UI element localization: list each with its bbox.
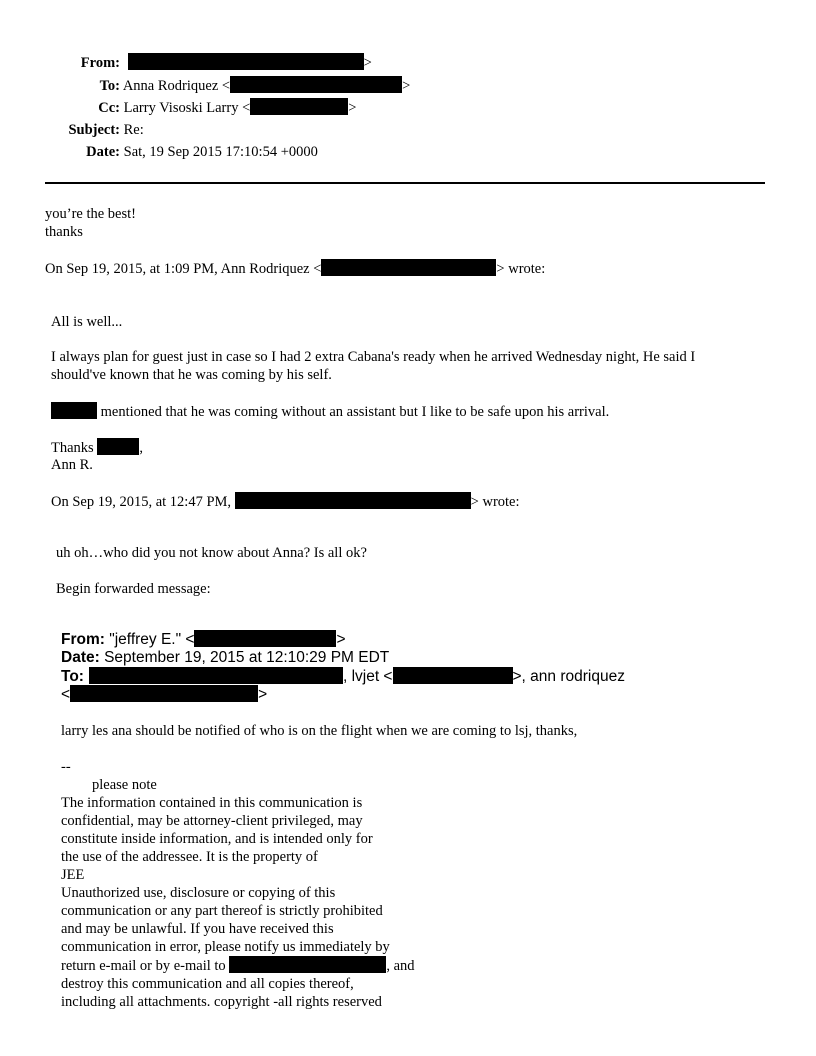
disclaimer-line: Unauthorized use, disclosure or copying of this: [61, 885, 336, 901]
quote-intro-text: On Sep 19, 2015, at 1:09 PM, Ann Rodriquez <: [45, 261, 322, 277]
fwd-to-label: To:: [61, 668, 84, 685]
header-from-row: [0, 53, 372, 72]
subject-label: Subject:: [68, 122, 120, 138]
cc-label: Cc:: [98, 100, 120, 116]
disclaimer-line: including all attachments. copyright -all rights reserved: [61, 994, 382, 1010]
cc-name: Larry Visoski Larry <: [123, 100, 251, 116]
redacted-cc-address: [250, 98, 348, 115]
redacted-to-address: [230, 76, 402, 93]
disclaimer-line: JEE: [61, 867, 85, 883]
redacted-name: [51, 402, 97, 419]
ann-para2-text: mentioned that he was coming without an assistant but I like to be safe upon his arrival.: [97, 404, 610, 420]
reply-line-2: thanks: [45, 224, 83, 240]
disclaimer-line: and may be unlawful. If you have received this: [61, 921, 334, 937]
header-to-row: [0, 76, 410, 95]
redacted-email: [229, 956, 386, 973]
from-label: From:: [80, 55, 120, 71]
fwd-to-row: [61, 667, 625, 686]
inner-line-1: uh oh…who did you not know about Anna? Is all ok?: [56, 545, 367, 561]
reply-quote-intro: [45, 259, 545, 278]
quote-intro-wrote: > wrote:: [496, 261, 546, 277]
thanks-comma: ,: [139, 440, 143, 456]
from-suffix: >: [363, 55, 372, 71]
fwd-from-suffix: >: [336, 631, 346, 648]
fwd-from-value: "jeffrey E." <: [104, 631, 195, 648]
redacted-name: [97, 438, 139, 455]
fwd-to-line2-pre: <: [61, 686, 71, 703]
redacted-email: [194, 630, 336, 647]
header-subject-row: [0, 121, 144, 139]
ann-para2: [51, 402, 609, 421]
footer-dashes: --: [61, 759, 71, 775]
date-label: Date:: [86, 144, 120, 160]
fwd-date-value: September 19, 2015 at 12:10:29 PM EDT: [99, 649, 390, 666]
footer-disclaimer: [61, 794, 415, 1011]
disclaimer-line: The information contained in this communication is: [61, 795, 363, 811]
fwd-to-line2-post: >: [258, 686, 268, 703]
disclaimer-line: the use of the addressee. It is the property of: [61, 849, 318, 865]
fwd-to-end: >, ann rodriquez: [512, 668, 625, 685]
footer-please-note: please note: [92, 777, 157, 793]
cc-suffix: >: [348, 100, 357, 116]
ann-para1-line1: I always plan for guest just in case so I had 2 extra Cabana's ready when he arrived Wednesday night, He said I: [51, 349, 696, 365]
fwd-date-label: Date:: [61, 649, 100, 666]
to-label: To:: [99, 78, 120, 94]
quote-intro-text: On Sep 19, 2015, at 12:47 PM,: [51, 494, 235, 510]
disclaimer-line: communication or any part thereof is strictly prohibited: [61, 903, 383, 919]
fwd-to-mid: , lvjet <: [342, 668, 393, 685]
disclaimer-email-line: [61, 956, 415, 975]
inner-forwarded-label: Begin forwarded message:: [56, 581, 211, 597]
to-name: Anna Rodriquez <: [122, 78, 231, 94]
redacted-email: [89, 667, 343, 684]
redacted-email: [235, 492, 471, 509]
header-date-row: [0, 143, 318, 161]
email-line-pre: return e-mail or by e-mail to: [61, 958, 230, 974]
fwd-from-label: From:: [61, 631, 105, 648]
quote-intro-wrote: > wrote:: [470, 494, 520, 510]
redacted-from-address: [128, 53, 364, 70]
disclaimer-line: communication in error, please notify us immediately by: [61, 939, 390, 955]
to-suffix: >: [402, 78, 411, 94]
ann-greeting: All is well...: [51, 314, 123, 330]
email-line-post: , and: [386, 958, 415, 974]
fwd-body: larry les ana should be notified of who is on the flight when we are coming to lsj, thanks,: [61, 723, 578, 739]
thanks-text: Thanks: [51, 440, 98, 456]
reply-line-1: you’re the best!: [45, 206, 136, 222]
subject-value: Re:: [123, 122, 144, 138]
fwd-date-row: [61, 649, 389, 667]
disclaimer-line: confidential, may be attorney-client privileged, may: [61, 813, 363, 829]
redacted-email: [393, 667, 513, 684]
ann-quote-intro: [51, 492, 520, 511]
fwd-to-row-2: [61, 685, 267, 704]
redacted-email: [70, 685, 258, 702]
disclaimer-line: constitute inside information, and is intended only for: [61, 831, 373, 847]
header-cc-row: [0, 98, 356, 117]
disclaimer-line: destroy this communication and all copies thereof,: [61, 976, 354, 992]
ann-thanks: [51, 438, 143, 457]
fwd-from-row: [61, 630, 346, 649]
ann-signature: Ann R.: [51, 457, 93, 473]
date-value: Sat, 19 Sep 2015 17:10:54 +0000: [123, 144, 318, 160]
redacted-email: [321, 259, 496, 276]
header-divider: [45, 182, 765, 184]
ann-para1-line2: should've known that he was coming by his self.: [51, 367, 332, 383]
